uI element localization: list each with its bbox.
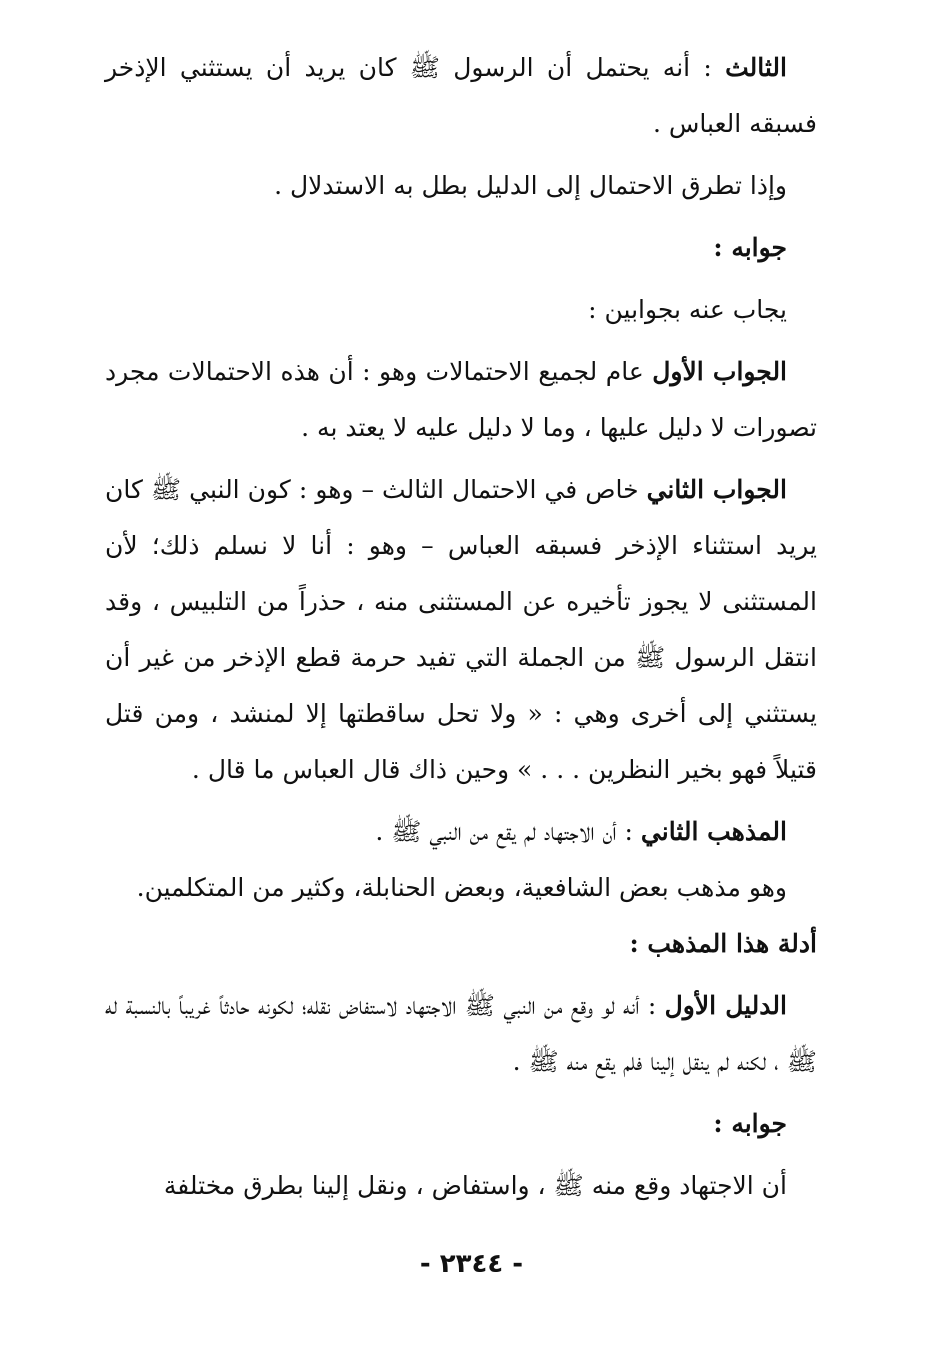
paragraph-first-answer [105, 344, 817, 456]
paragraph-text: يجاب عنه بجوابين : [588, 295, 787, 324]
term-third: الثالث [725, 53, 787, 82]
term-first-evidence: الدليل الأول [664, 991, 787, 1020]
heading-answer-2 [105, 1096, 817, 1152]
term-first-answer: الجواب الأول [652, 357, 788, 386]
page-number: - ٢٣٤٤ - [419, 1249, 524, 1279]
paragraph-second-doctrine [105, 804, 817, 860]
paragraph-text: وإذا تطرق الاحتمال إلى الدليل بطل به الاستدلال . [274, 171, 787, 200]
paragraph-third-possibility [105, 40, 817, 152]
paragraph-text: عام لجميع الاحتمالات وهو : أن هذه الاحتمالات مجرد تصورات لا دليل عليها ، وما لا دليل عليه لا يعتد به . [105, 357, 817, 442]
heading-evidence [105, 916, 817, 972]
paragraph-first-evidence [105, 978, 817, 1090]
term-second-answer: الجواب الثاني [646, 475, 787, 504]
page-body [105, 40, 817, 1214]
paragraph-text: أن الاجتهاد وقع منه ﷺ ، واستفاض ، ونقل إلينا بطرق مختلفة [163, 1171, 787, 1200]
heading-answer [105, 220, 817, 276]
paragraph-two-answers [105, 282, 817, 338]
heading-text: جوابه : [713, 233, 787, 262]
paragraph-text: : أن الاجتهاد لم يقع من النبي ﷺ . [375, 817, 641, 846]
paragraph-final-answer [105, 1158, 817, 1214]
paragraph-text: : أنه يحتمل أن الرسول ﷺ كان يريد أن يستثني الإذخر فسبقه العباس . [105, 53, 817, 138]
paragraph-text: خاص في الاحتمال الثالث – وهو : كون النبي ﷺ كان يريد استثناء الإذخر فسبقه العباس – وهو : أنا لا نسلم ذلك؛ لأن المستثنى لا يجوز تأخيره عن المستثنى منه ، حذراً من التلبيس ، وقد انتقل الرسول ﷺ من الجملة التي تفيد حرمة قطع الإذخر من غير أن يستثني إلى أخرى وهي : « ولا تحل ساقطتها إلا لمنشد ، ومن قتل قتيلاً فهو بخير النظرين . . . » وحين ذاك قال العباس ما قال . [105, 475, 817, 784]
paragraph-text: وهو مذهب بعض الشافعية، وبعض الحنابلة، وكثير من المتكلمين. [136, 873, 787, 902]
paragraph-doctrine-holders [105, 860, 817, 916]
heading-text: جوابه : [713, 1109, 787, 1138]
heading-text: أدلة هذا المذهب : [629, 929, 817, 958]
paragraph-second-answer [105, 462, 817, 798]
paragraph-conclusion [105, 158, 817, 214]
term-second-doctrine: المذهب الثاني [640, 817, 787, 846]
paragraph-text: : أنه لو وقع من النبي ﷺ الاجتهاد لاستفاض نقله؛ لكونه حادثاً غريباً بالنسبة له ﷺ ، لكنه لم ينقل إلينا فلم يقع منه ﷺ . [105, 991, 817, 1076]
